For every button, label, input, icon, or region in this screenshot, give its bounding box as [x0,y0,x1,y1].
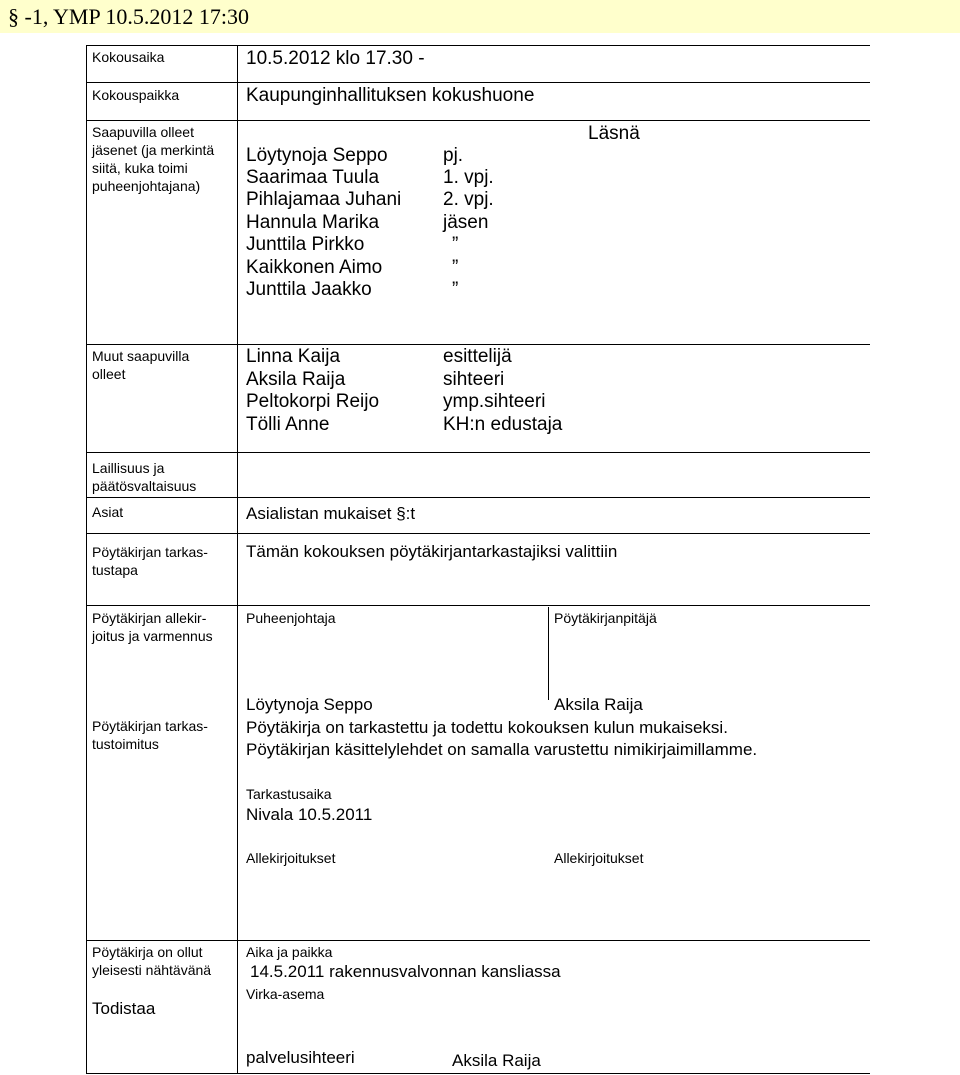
member-role: ” [452,279,459,300]
matters-label: Asiat [92,504,124,520]
rule-checking [86,533,870,534]
others-label-line: Muut saapuvilla [92,348,190,364]
inspection-label-line: Pöytäkirjan tarkas- [92,718,208,734]
other-role: KH:n edustaja [443,414,563,435]
present-heading: Läsnä [588,123,640,144]
checking-label-line: tustapa [92,562,138,578]
member-role: jäsen [443,212,489,233]
secretary-name: Aksila Raija [554,695,643,714]
other-name: Peltokorpi Reijo [246,391,380,412]
member-role: pj. [443,145,464,166]
inspection-time-label: Tarkastusaika [246,786,332,802]
member-role: ” [452,234,459,255]
rule-legality [86,452,870,453]
chair-label: Puheenjohtaja [246,610,336,626]
chair-name: Löytynoja Seppo [246,695,373,714]
rule-public-display [86,940,870,941]
signatures-right-label: Allekirjoitukset [554,850,644,866]
attendance-label-line: jäsenet (ja merkintä [92,142,215,158]
member-name: Löytynoja Seppo [246,145,388,166]
signing-label-line: Pöytäkirjan allekir- [92,610,207,626]
inspection-time-value: Nivala 10.5.2011 [246,805,373,824]
position-label: Virka-asema [246,986,325,1002]
member-name: Kaikkonen Aimo [246,257,383,278]
rule-signing [86,605,870,606]
member-name: Junttila Jaakko [246,279,372,300]
secretary-label: Pöytäkirjanpitäjä [554,610,657,626]
others-label-line: olleet [92,366,126,382]
inspection-label-line: tustoimitus [92,736,159,752]
rule-meeting-place [86,82,870,83]
label-column-divider [237,45,238,1074]
meeting-place-label: Kokouspaikka [92,87,180,103]
public-display-label-line: Pöytäkirja on ollut [92,944,203,960]
matters-value: Asialistan mukaiset §:t [246,504,416,523]
time-place-value: 14.5.2011 rakennusvalvonnan kansliassa [250,962,561,981]
rule-matters [86,497,870,498]
certify-label: Todistaa [92,999,156,1018]
member-role: ” [452,257,459,278]
public-display-signer: Aksila Raija [452,1051,541,1070]
other-name: Linna Kaija [246,346,341,367]
rule-top [86,45,870,46]
legality-label-line: päätösvaltaisuus [92,478,197,494]
rule-attendance [86,120,870,121]
time-place-label: Aika ja paikka [246,944,333,960]
rule-bottom [86,1073,870,1074]
member-name: Junttila Pirkko [246,234,365,255]
member-name: Saarimaa Tuula [246,167,380,188]
member-role: 1. vpj. [443,167,494,188]
inspection-statement-line: Pöytäkirja on tarkastettu ja todettu kokouksen kulun mukaiseksi. [246,718,728,737]
member-name: Hannula Marika [246,212,380,233]
legality-label-line: Laillisuus ja [92,460,165,476]
outer-left-border [86,45,87,1074]
signing-column-divider [548,607,549,700]
meeting-place-value: Kaupunginhallituksen kokushuone [246,85,535,106]
other-name: Tölli Anne [246,414,330,435]
attendance-label-line: puheenjohtajana) [92,178,201,194]
other-role: sihteeri [443,369,505,390]
other-role: ymp.sihteeri [443,391,546,412]
other-name: Aksila Raija [246,369,346,390]
page-header: § -1, YMP 10.5.2012 17:30 [0,0,960,33]
checking-value: Tämän kokouksen pöytäkirjantarkastajiksi valittiin [246,542,618,561]
inspection-statement-line: Pöytäkirjan käsittelylehdet on samalla varustettu nimikirjaimillamme. [246,740,758,759]
attendance-label-line: siitä, kuka toimi [92,160,188,176]
other-role: esittelijä [443,346,512,367]
attendance-label-line: Saapuvilla olleet [92,124,194,140]
meeting-time-label: Kokousaika [92,49,165,65]
member-name: Pihlajamaa Juhani [246,189,402,210]
position-value: palvelusihteeri [246,1048,355,1067]
public-display-label-line: yleisesti nähtävänä [92,962,212,978]
member-role: 2. vpj. [443,189,494,210]
meeting-time-value: 10.5.2012 klo 17.30 - [246,48,425,69]
checking-label-line: Pöytäkirjan tarkas- [92,544,208,560]
signing-label-line: joitus ja varmennus [92,628,213,644]
signatures-left-label: Allekirjoitukset [246,850,336,866]
